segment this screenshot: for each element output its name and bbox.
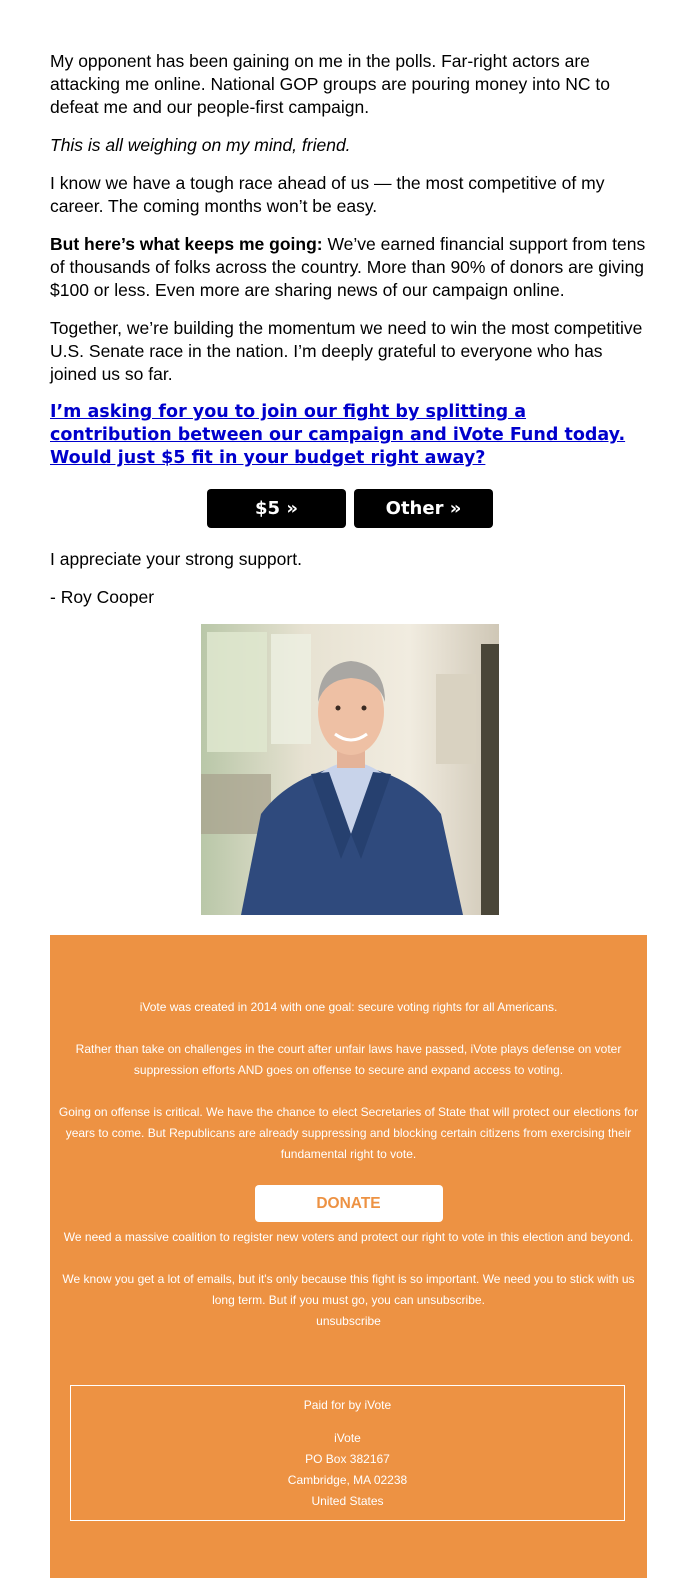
keeps-going-lead: But here’s what keeps me going:	[50, 234, 323, 254]
donation-ask-link[interactable]: I’m asking for you to join our fight by splitting a contribution between our campaign and iVote Fund today. Would just $5 fit in your budget right away?	[50, 402, 626, 468]
letter-body	[50, 50, 650, 915]
donate-5-button[interactable]: $5 »	[207, 489, 346, 528]
paragraph-keeps-going	[50, 233, 650, 302]
footer-defense: Rather than take on challenges in the court after unfair laws have passed, iVote plays defense on voter suppression efforts AND goes on offense to secure and expand access to voting.	[75, 1042, 622, 1077]
footer-mission: iVote was created in 2014 with one goal: secure voting rights for all Americans.	[139, 1000, 558, 1014]
paragraph-polls: My opponent has been gaining on me in the polls. Far-right actors are attacking me online. National GOP groups are pouring money into NC to defeat me and our people-first campaign.	[50, 51, 610, 117]
paid-for-box	[70, 1385, 625, 1521]
portrait-container	[50, 624, 650, 915]
closing-line: I appreciate your strong support.	[50, 549, 302, 569]
keeps-going-body: We’ve earned financial support from tens of thousands of folks across the country. More than 90% of donors are giving $100 or less. Even more are sharing news of our campaign online.	[50, 234, 646, 300]
signature: - Roy Cooper	[50, 587, 155, 607]
footer-emails-note: We know you get a lot of emails, but it's only because this fight is so important. We need you to stick with us long term. But if you must go, you can unsubscribe.	[62, 1272, 635, 1307]
footer-offense: Going on offense is critical. We have the chance to elect Secretaries of State that will protect our elections for years to come. But Republicans are already suppressing and blocking certain citizens from exercising their fundamental right to vote.	[58, 1105, 639, 1161]
footer-section	[50, 935, 647, 1578]
donate-other-button[interactable]: Other »	[354, 489, 493, 528]
paragraph-tough-race: I know we have a tough race ahead of us — the most competitive of my career. The coming months won’t be easy.	[50, 173, 605, 216]
donation-buttons	[50, 489, 650, 528]
candidate-portrait	[201, 624, 499, 915]
address-city: Cambridge, MA 02238	[287, 1473, 408, 1487]
address-country: United States	[311, 1494, 384, 1508]
unsubscribe-link[interactable]: unsubscribe	[316, 1314, 381, 1328]
paragraph-weighing: This is all weighing on my mind, friend.	[50, 135, 351, 155]
paid-for-line: Paid for by iVote	[303, 1398, 392, 1412]
footer-coalition: We need a massive coalition to register new voters and protect our right to vote in this election and beyond.	[63, 1230, 634, 1244]
paragraph-momentum: Together, we’re building the momentum we need to win the most competitive U.S. Senate race in the nation. I’m deeply grateful to everyone who has joined us so far.	[50, 318, 643, 384]
donate-button[interactable]: DONATE	[255, 1185, 443, 1222]
donate-container	[58, 1185, 639, 1222]
address-po-box: PO Box 382167	[305, 1452, 390, 1466]
address-org: iVote	[334, 1431, 361, 1445]
